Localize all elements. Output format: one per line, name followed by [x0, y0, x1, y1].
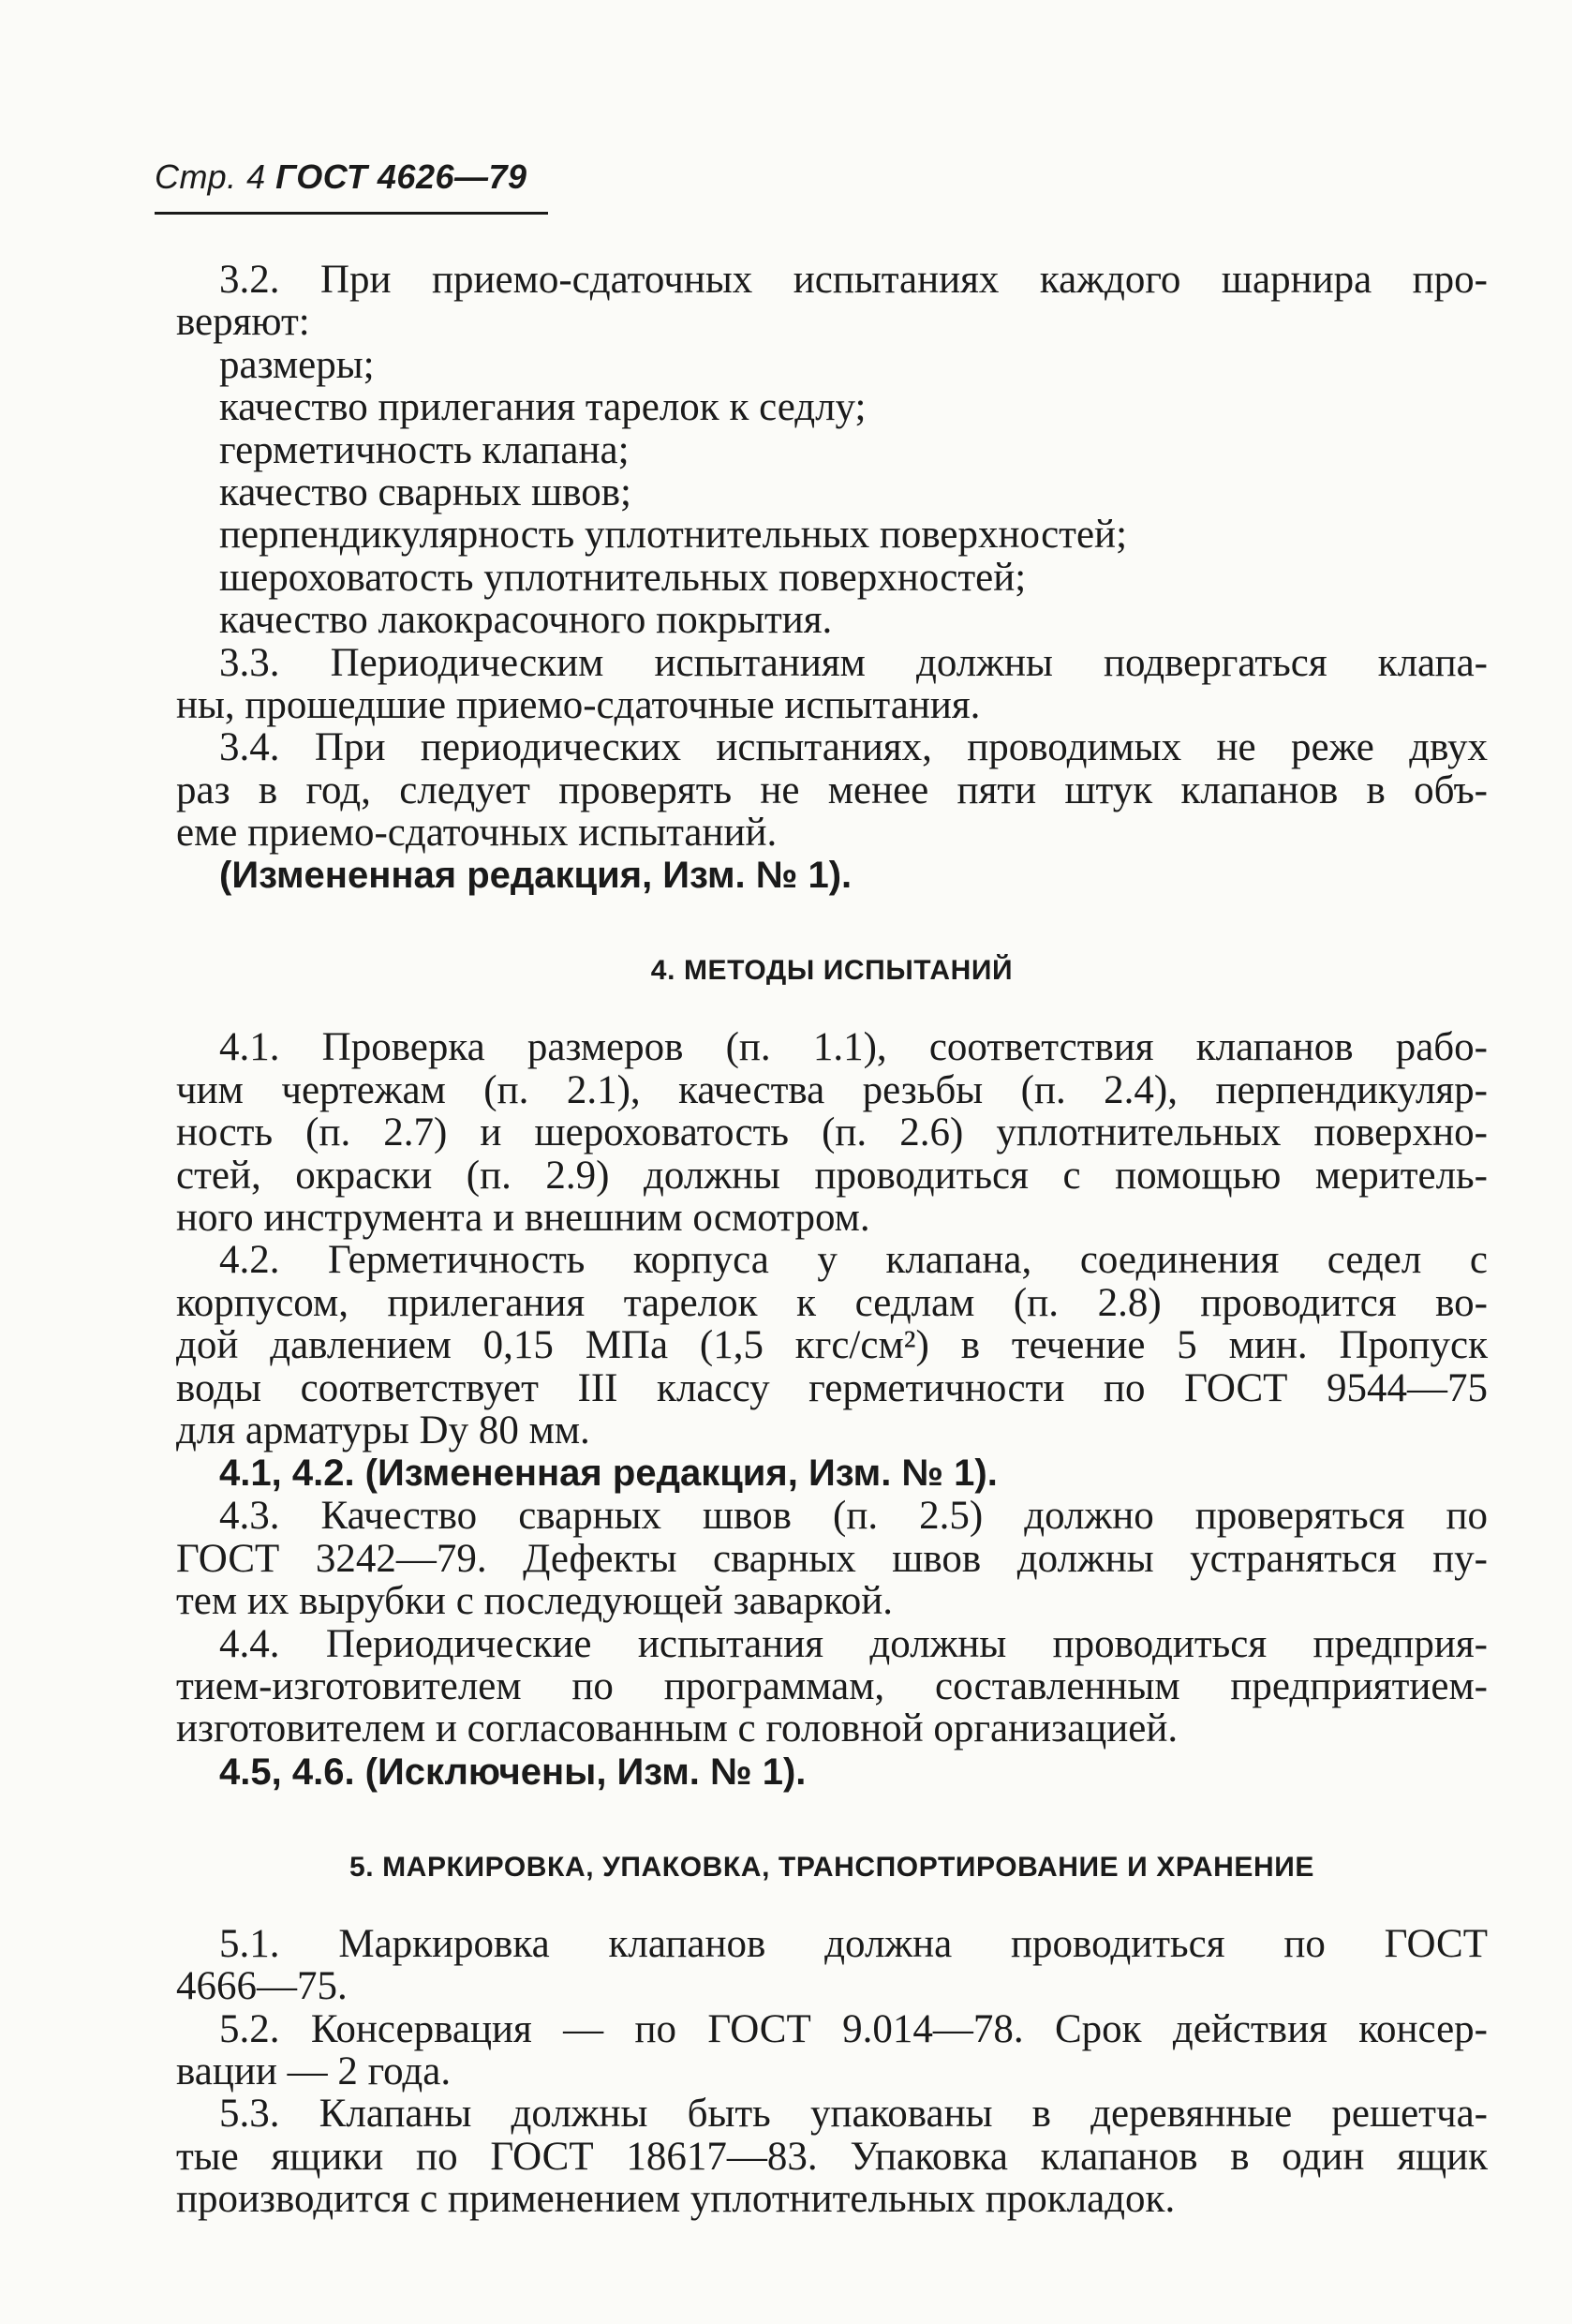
amendment-note: 4.1, 4.2. (Измененная редакция, Изм. № 1). [219, 1452, 998, 1495]
list-item: герметичность клапана; [219, 427, 630, 472]
paragraph-line: для арматуры Dу 80 мм. [176, 1408, 590, 1452]
paragraph-line: 4.1. Проверка размеров (п. 1.1), соответствия клапанов рабо- [219, 1025, 1488, 1070]
clause-3-2 [176, 259, 1488, 642]
spacer [176, 1889, 1488, 1923]
paragraph-line: корпусом, прилегания тарелок к седлам (п. 2.8) проводится во- [176, 1280, 1488, 1325]
clause-4-2 [176, 1239, 1488, 1495]
list-item: перпендикулярность уплотнительных поверхностей; [219, 513, 1128, 558]
paragraph-line: ны, прошедшие приемо-сдаточные испытания. [176, 682, 981, 727]
list-item: шероховатость уплотнительных поверхностей; [219, 555, 1027, 600]
paragraph-line: 4.2. Герметичность корпуса у клапана, соединения седел с [219, 1238, 1488, 1283]
paragraph-line: 3.2. При приемо-сдаточных испытаниях каждого шарнира про- [219, 258, 1488, 302]
amendment-note: 4.5, 4.6. (Исключены, Изм. № 1). [219, 1750, 807, 1793]
clause-3-3 [176, 642, 1488, 727]
document-body [176, 259, 1488, 2220]
standard-designation: ГОСТ 4626—79 [275, 157, 527, 196]
paragraph-line: 5.1. Маркировка клапанов должна проводиться по ГОСТ [219, 1921, 1488, 1966]
spacer [176, 992, 1488, 1026]
spacer [176, 1794, 1488, 1846]
clause-4-1 [176, 1026, 1488, 1239]
paragraph-line: 3.3. Периодическим испытаниям должны подвергаться клапа- [219, 640, 1488, 685]
clause-4-4 [176, 1623, 1488, 1794]
section-heading-5: 5. МАРКИРОВКА, УПАКОВКА, ТРАНСПОРТИРОВАНИЕ И ХРАНЕНИЕ [349, 1851, 1315, 1883]
paragraph-line: 5.3. Клапаны должны быть упакованы в деревянные решетча- [219, 2092, 1488, 2137]
paragraph-line: тем их вырубки с последующей заваркой. [176, 1579, 893, 1624]
paragraph-line: производится с применением уплотнительных прокладок. [176, 2177, 1176, 2222]
clause-4-3 [176, 1495, 1488, 1622]
paragraph-line: дой давлением 0,15 МПа (1,5 кгс/см²) в течение 5 мин. Пропуск [176, 1323, 1488, 1368]
paragraph-line: 4.4. Периодические испытания должны проводиться предприя- [219, 1621, 1488, 1666]
paragraph-line: 5.2. Консервация — по ГОСТ 9.014—78. Срок действия консер- [219, 2006, 1488, 2051]
list-item: размеры; [219, 342, 375, 387]
clause-5-2 [176, 2008, 1488, 2093]
paragraph-line: чим чертежам (п. 2.1), качества резьбы (п. 2.4), перпендикуляр- [176, 1067, 1488, 1112]
paragraph-line: воды соответствует III классу герметичности по ГОСТ 9544—75 [176, 1365, 1488, 1410]
page-number: Стр. 4 [155, 157, 266, 196]
paragraph-line: 3.4. При периодических испытаниях, проводимых не реже двух [219, 725, 1488, 770]
list-item: качество сварных швов; [219, 469, 631, 514]
paragraph-line: тые ящики по ГОСТ 18617—83. Упаковка клапанов в один ящик [176, 2134, 1488, 2179]
clause-3-4 [176, 726, 1488, 897]
paragraph-line: 4666—75. [176, 1964, 348, 2009]
running-header [155, 157, 527, 197]
paragraph-line: ного инструмента и внешним осмотром. [176, 1196, 870, 1241]
paragraph-line: раз в год, следует проверять не менее пяти штук клапанов в объ- [176, 767, 1488, 812]
paragraph-line: ность (п. 2.7) и шероховатость (п. 2.6) уплотнительных поверхно- [176, 1110, 1488, 1155]
list-item: качество лакокрасочного покрытия. [219, 598, 833, 643]
clause-5-1 [176, 1923, 1488, 2008]
paragraph-line: веряют: [176, 300, 310, 345]
clause-5-3 [176, 2093, 1488, 2220]
header-rule [155, 212, 548, 215]
paragraph-line: изготовителем и согласованным с головной организацией. [176, 1706, 1179, 1751]
paragraph-line: стей, окраски (п. 2.9) должны проводиться с помощью меритель- [176, 1153, 1488, 1198]
list-item: качество прилегания тарелок к седлу; [219, 385, 867, 430]
amendment-note: (Измененная редакция, Изм. № 1). [219, 855, 853, 897]
spacer [176, 897, 1488, 949]
section-heading-4: 4. МЕТОДЫ ИСПЫТАНИЙ [650, 955, 1014, 987]
paragraph-line: ГОСТ 3242—79. Дефекты сварных швов должны устраняться пу- [176, 1536, 1488, 1581]
paragraph-line: тием-изготовителем по программам, составленным предприятием- [176, 1663, 1488, 1708]
paragraph-line: 4.3. Качество сварных швов (п. 2.5) должно проверяться по [219, 1494, 1488, 1539]
paragraph-line: еме приемо-сдаточных испытаний. [176, 811, 778, 856]
paragraph-line: вации — 2 года. [176, 2048, 452, 2093]
